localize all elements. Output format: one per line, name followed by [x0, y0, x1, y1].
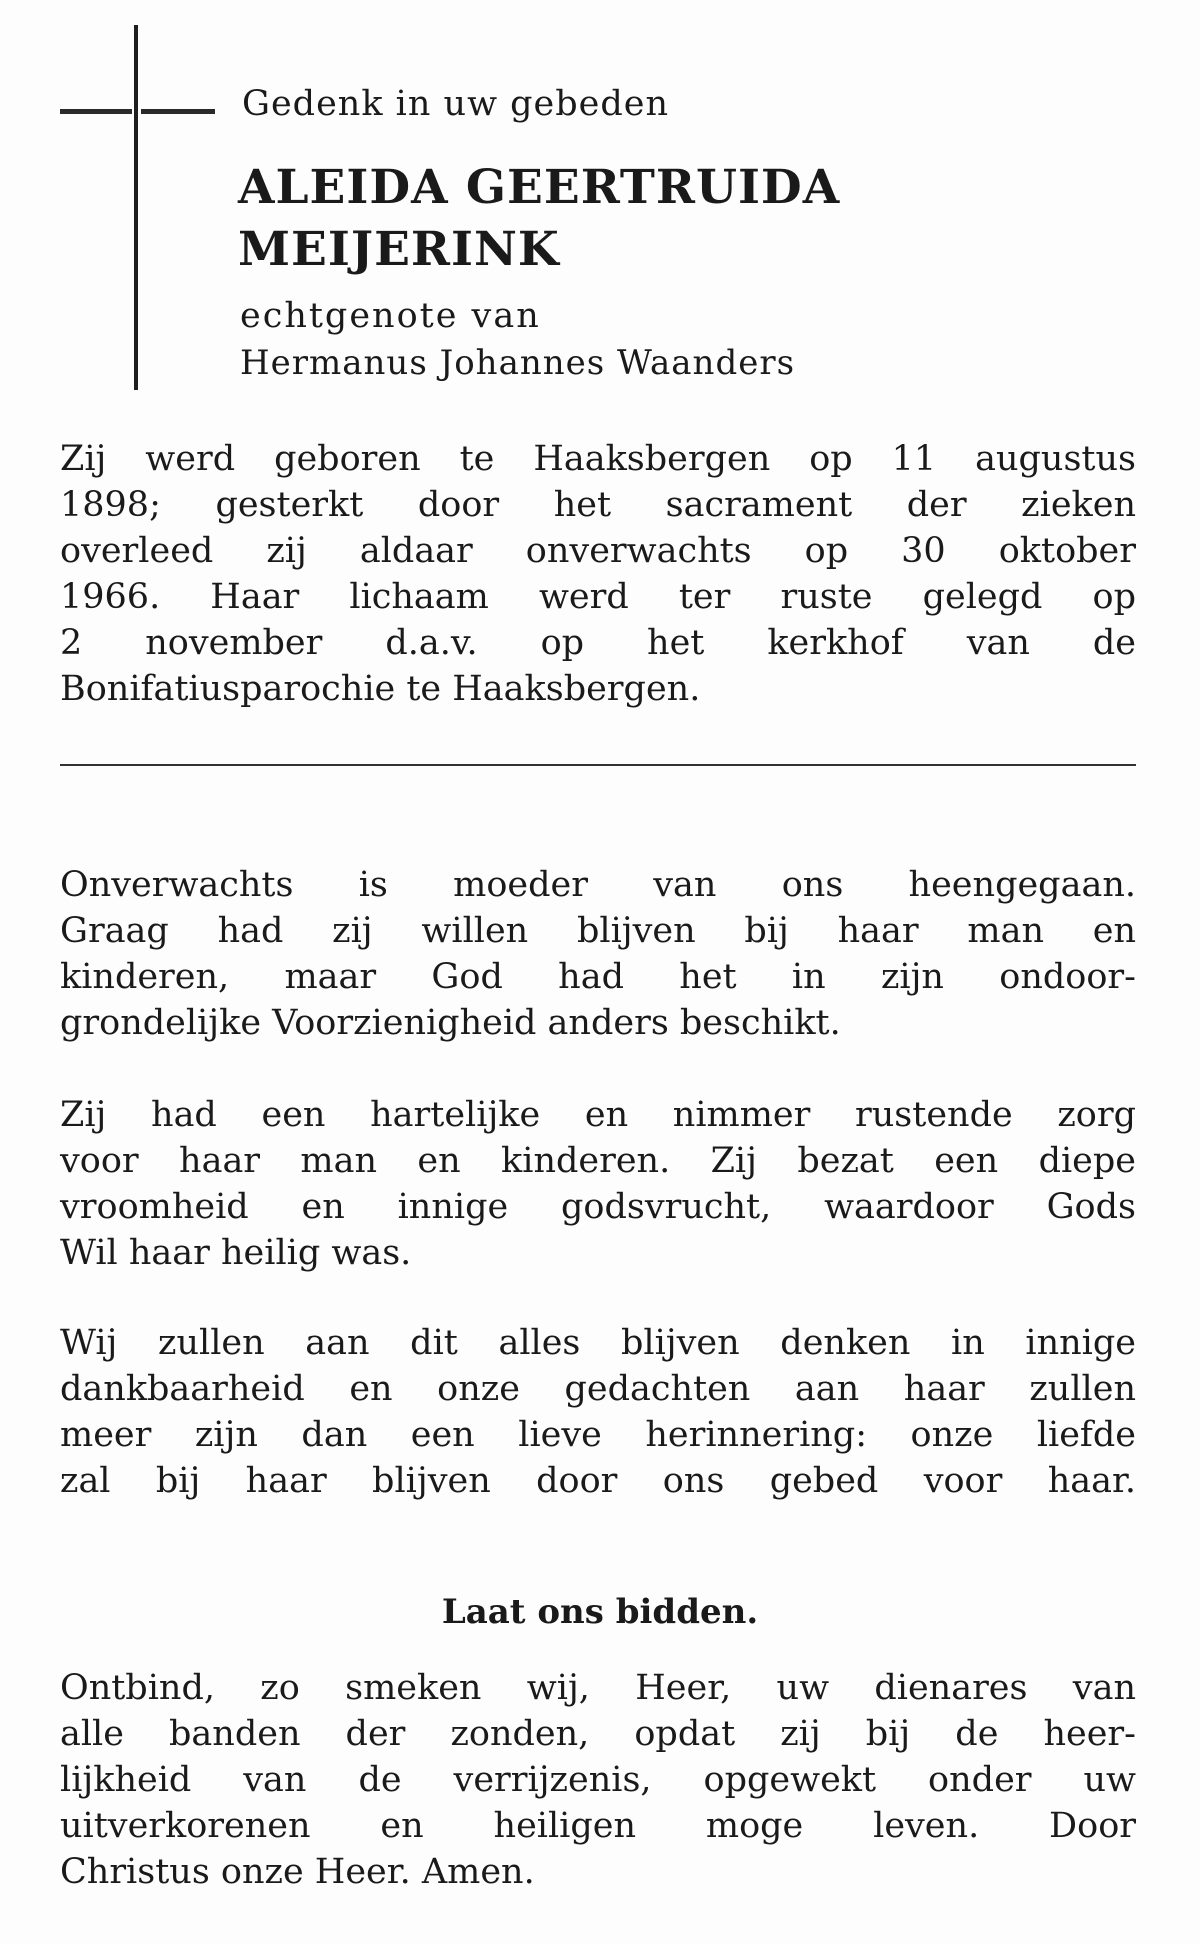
spouse-name: Hermanus Johannes Waanders	[240, 343, 796, 383]
text-line: Bonifatiusparochie te Haaksbergen.	[60, 669, 701, 709]
spouse-label: echtgenote van	[240, 296, 541, 336]
memorial-paragraph-2	[60, 1092, 1136, 1276]
text-line: vroomheid en innige godsvrucht, waardoor Gods	[60, 1187, 1136, 1227]
text-line: uitverkorenen en heiligen moge leven. Door	[60, 1806, 1136, 1846]
text-line: Graag had zij willen blijven bij haar man en	[60, 911, 1136, 951]
text-line: Wil haar heilig was.	[60, 1233, 412, 1273]
text-line: 2 november d.a.v. op het kerkhof van de	[60, 623, 1136, 663]
deceased-name-line2: MEIJERINK	[238, 222, 560, 277]
text-line: zal bij haar blijven door ons gebed voor haar.	[60, 1461, 1136, 1501]
deceased-name-line1: ALEIDA GEERTRUIDA	[238, 160, 841, 215]
text-line: voor haar man en kinderen. Zij bezat een diepe	[60, 1141, 1136, 1181]
text-line: Onverwachts is moeder van ons heengegaan.	[60, 865, 1136, 905]
prayer-text	[60, 1665, 1136, 1895]
text-line: 1898; gesterkt door het sacrament der zieken	[60, 485, 1136, 525]
text-line: Christus onze Heer. Amen.	[60, 1852, 535, 1892]
divider	[60, 764, 1136, 766]
text-line: Wij zullen aan dit alles blijven denken in innige	[60, 1323, 1136, 1363]
text-line: Zij had een hartelijke en nimmer rustende zorg	[60, 1095, 1136, 1135]
text-line: lijkheid van de verrijzenis, opgewekt onder uw	[60, 1760, 1136, 1800]
biography-paragraph	[60, 436, 1136, 712]
text-line: 1966. Haar lichaam werd ter ruste gelegd op	[60, 577, 1136, 617]
text-line: Ontbind, zo smeken wij, Heer, uw dienares van	[60, 1668, 1136, 1708]
text-line: grondelijke Voorzienigheid anders beschikt.	[60, 1003, 841, 1043]
text-line: alle banden der zonden, opdat zij bij de heer-	[60, 1714, 1136, 1754]
text-line: Zij werd geboren te Haaksbergen op 11 augustus	[60, 439, 1136, 479]
text-line: meer zijn dan een lieve herinnering: onze liefde	[60, 1415, 1136, 1455]
cross-icon	[134, 25, 138, 390]
memorial-paragraph-3	[60, 1320, 1136, 1504]
text-line: kinderen, maar God had het in zijn ondoor-	[60, 957, 1136, 997]
text-line: overleed zij aldaar onverwachts op 30 oktober	[60, 531, 1136, 571]
text-line: dankbaarheid en onze gedachten aan haar zullen	[60, 1369, 1136, 1409]
intro-text: Gedenk in uw gebeden	[242, 84, 670, 124]
cross-arm-left	[60, 109, 132, 114]
prayer-heading: Laat ons bidden.	[441, 1592, 759, 1632]
memorial-paragraph-1	[60, 862, 1136, 1046]
cross-arm-right	[141, 109, 215, 114]
